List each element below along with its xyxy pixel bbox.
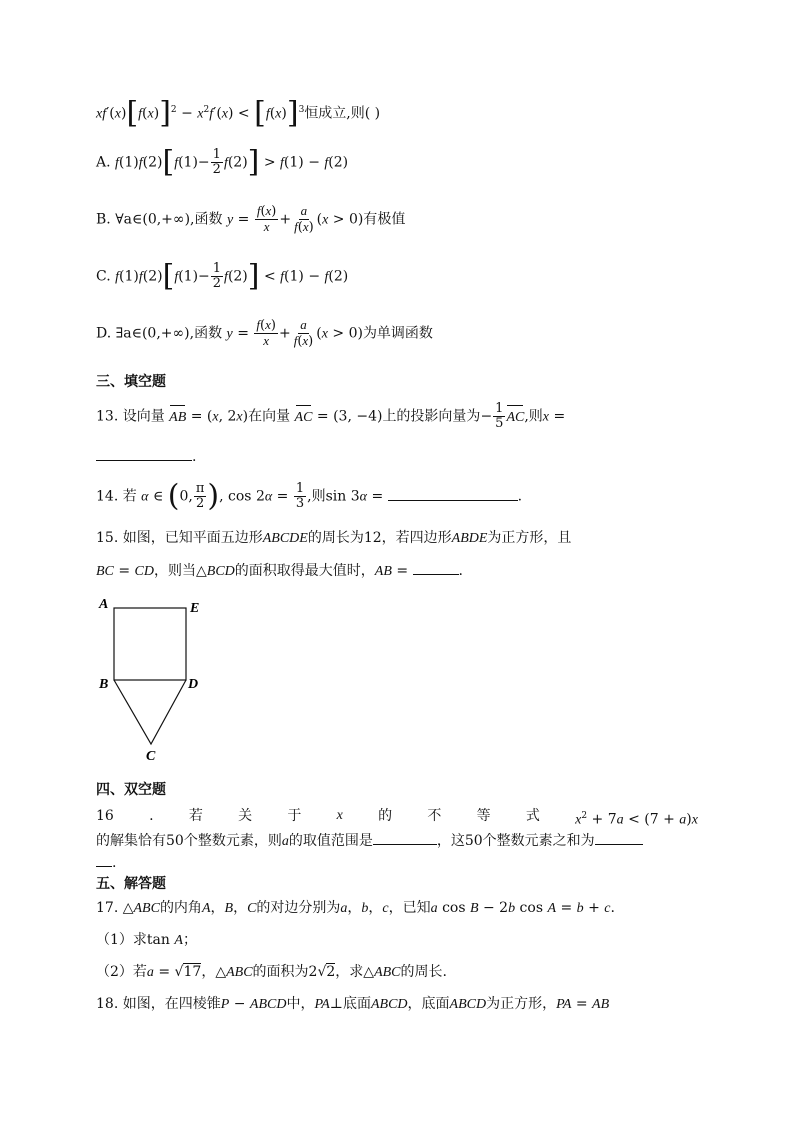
q16-line1: 16 . 若 关 于 x 的 不 等 式 $x^2 + 7a < (7 + a)x$ bbox=[96, 808, 698, 828]
q17-part1: （1）求tan A； bbox=[96, 932, 197, 948]
label-d: D bbox=[188, 677, 199, 692]
q15-line1: 15. 如图，已知平面五边形ABCDE的周长为12，若四边形ABDE为正方形，且 bbox=[96, 530, 572, 546]
label-c: C bbox=[146, 749, 156, 764]
q16-answer-blank-1[interactable] bbox=[373, 830, 437, 845]
q12-option-a: A. f(1)f(2)[f(1)− $\frac{1}{2}$ f(2)] > f(1) − f(2) bbox=[96, 144, 349, 180]
q17: 17. △ABC的内角A，B，C的对边分别为a，b，c，已知a cos B − 2b cos A = b + c. bbox=[96, 900, 615, 916]
label-a: A bbox=[99, 597, 109, 612]
q16-line3: . bbox=[96, 852, 116, 873]
q12-stem: $xf'(x)[f(x)]^2 - x^2f'(x) < [f(x)]^3$恒成立,则( ) bbox=[96, 95, 381, 131]
section-solve-heading: 五、解答题 bbox=[96, 876, 166, 892]
q12-option-c: C. f(1)f(2)[f(1)− $\frac{1}{2}$ f(2)] < f(1) − f(2) bbox=[96, 258, 349, 294]
label-e: E bbox=[190, 601, 200, 616]
q13: 13. 设向量 AB = (x, 2x)在向量 AC = (3, −4)上的投影向量为− $\frac{1}{5}$ AC,则x = bbox=[96, 401, 566, 431]
q17-part2: （2）若a = √17，△ABC的面积为2√2，求△ABC的周长. bbox=[96, 964, 447, 980]
q12-option-d: D. ∃a∈(0,+∞),函数 y = $\frac{f(x)}{x}$ + $\frac{a}{f(x)}$ (x > 0)为单调函数 bbox=[96, 317, 433, 349]
triangle-bcd bbox=[114, 680, 186, 744]
q12-stem-tail: 恒成立,则( ) bbox=[304, 105, 381, 122]
q14-answer-blank[interactable] bbox=[388, 486, 518, 501]
q16-answer-blank-2[interactable] bbox=[595, 830, 643, 845]
q13-answer: . bbox=[96, 446, 196, 467]
section-fill-heading: 三、填空题 bbox=[96, 374, 166, 390]
q12-option-b: B. ∀a∈(0,+∞),函数 y = $\frac{f(x)}{x}$ + $\frac{a}{f(x)}$ (x > 0)有极值 bbox=[96, 203, 406, 235]
q14: 14. 若 α ∈ (0, $\frac{\pi}{2}$ ), cos 2α = $\frac{1}{3}$ ,则sin 3α = . bbox=[96, 478, 523, 514]
section-double-heading: 四、双空题 bbox=[96, 782, 166, 798]
square-abde bbox=[114, 608, 186, 680]
q18: 18. 如图，在四棱锥P − ABCD中，PA⊥底面ABCD，底面ABCD为正方形，PA = AB bbox=[96, 996, 610, 1012]
q16-line2: 的解集恰有50个整数元素，则a的取值范围是 ，这50个整数元素之和为 bbox=[96, 830, 643, 852]
q16-answer-blank-2-cont[interactable] bbox=[96, 852, 112, 867]
label-b: B bbox=[99, 677, 109, 692]
q15-answer-blank[interactable] bbox=[413, 560, 459, 575]
pentagon-figure bbox=[96, 594, 216, 764]
q13-answer-blank[interactable] bbox=[96, 446, 192, 461]
q15-line2: BC = CD，则当△BCD的面积取得最大值时，AB = . bbox=[96, 560, 463, 582]
